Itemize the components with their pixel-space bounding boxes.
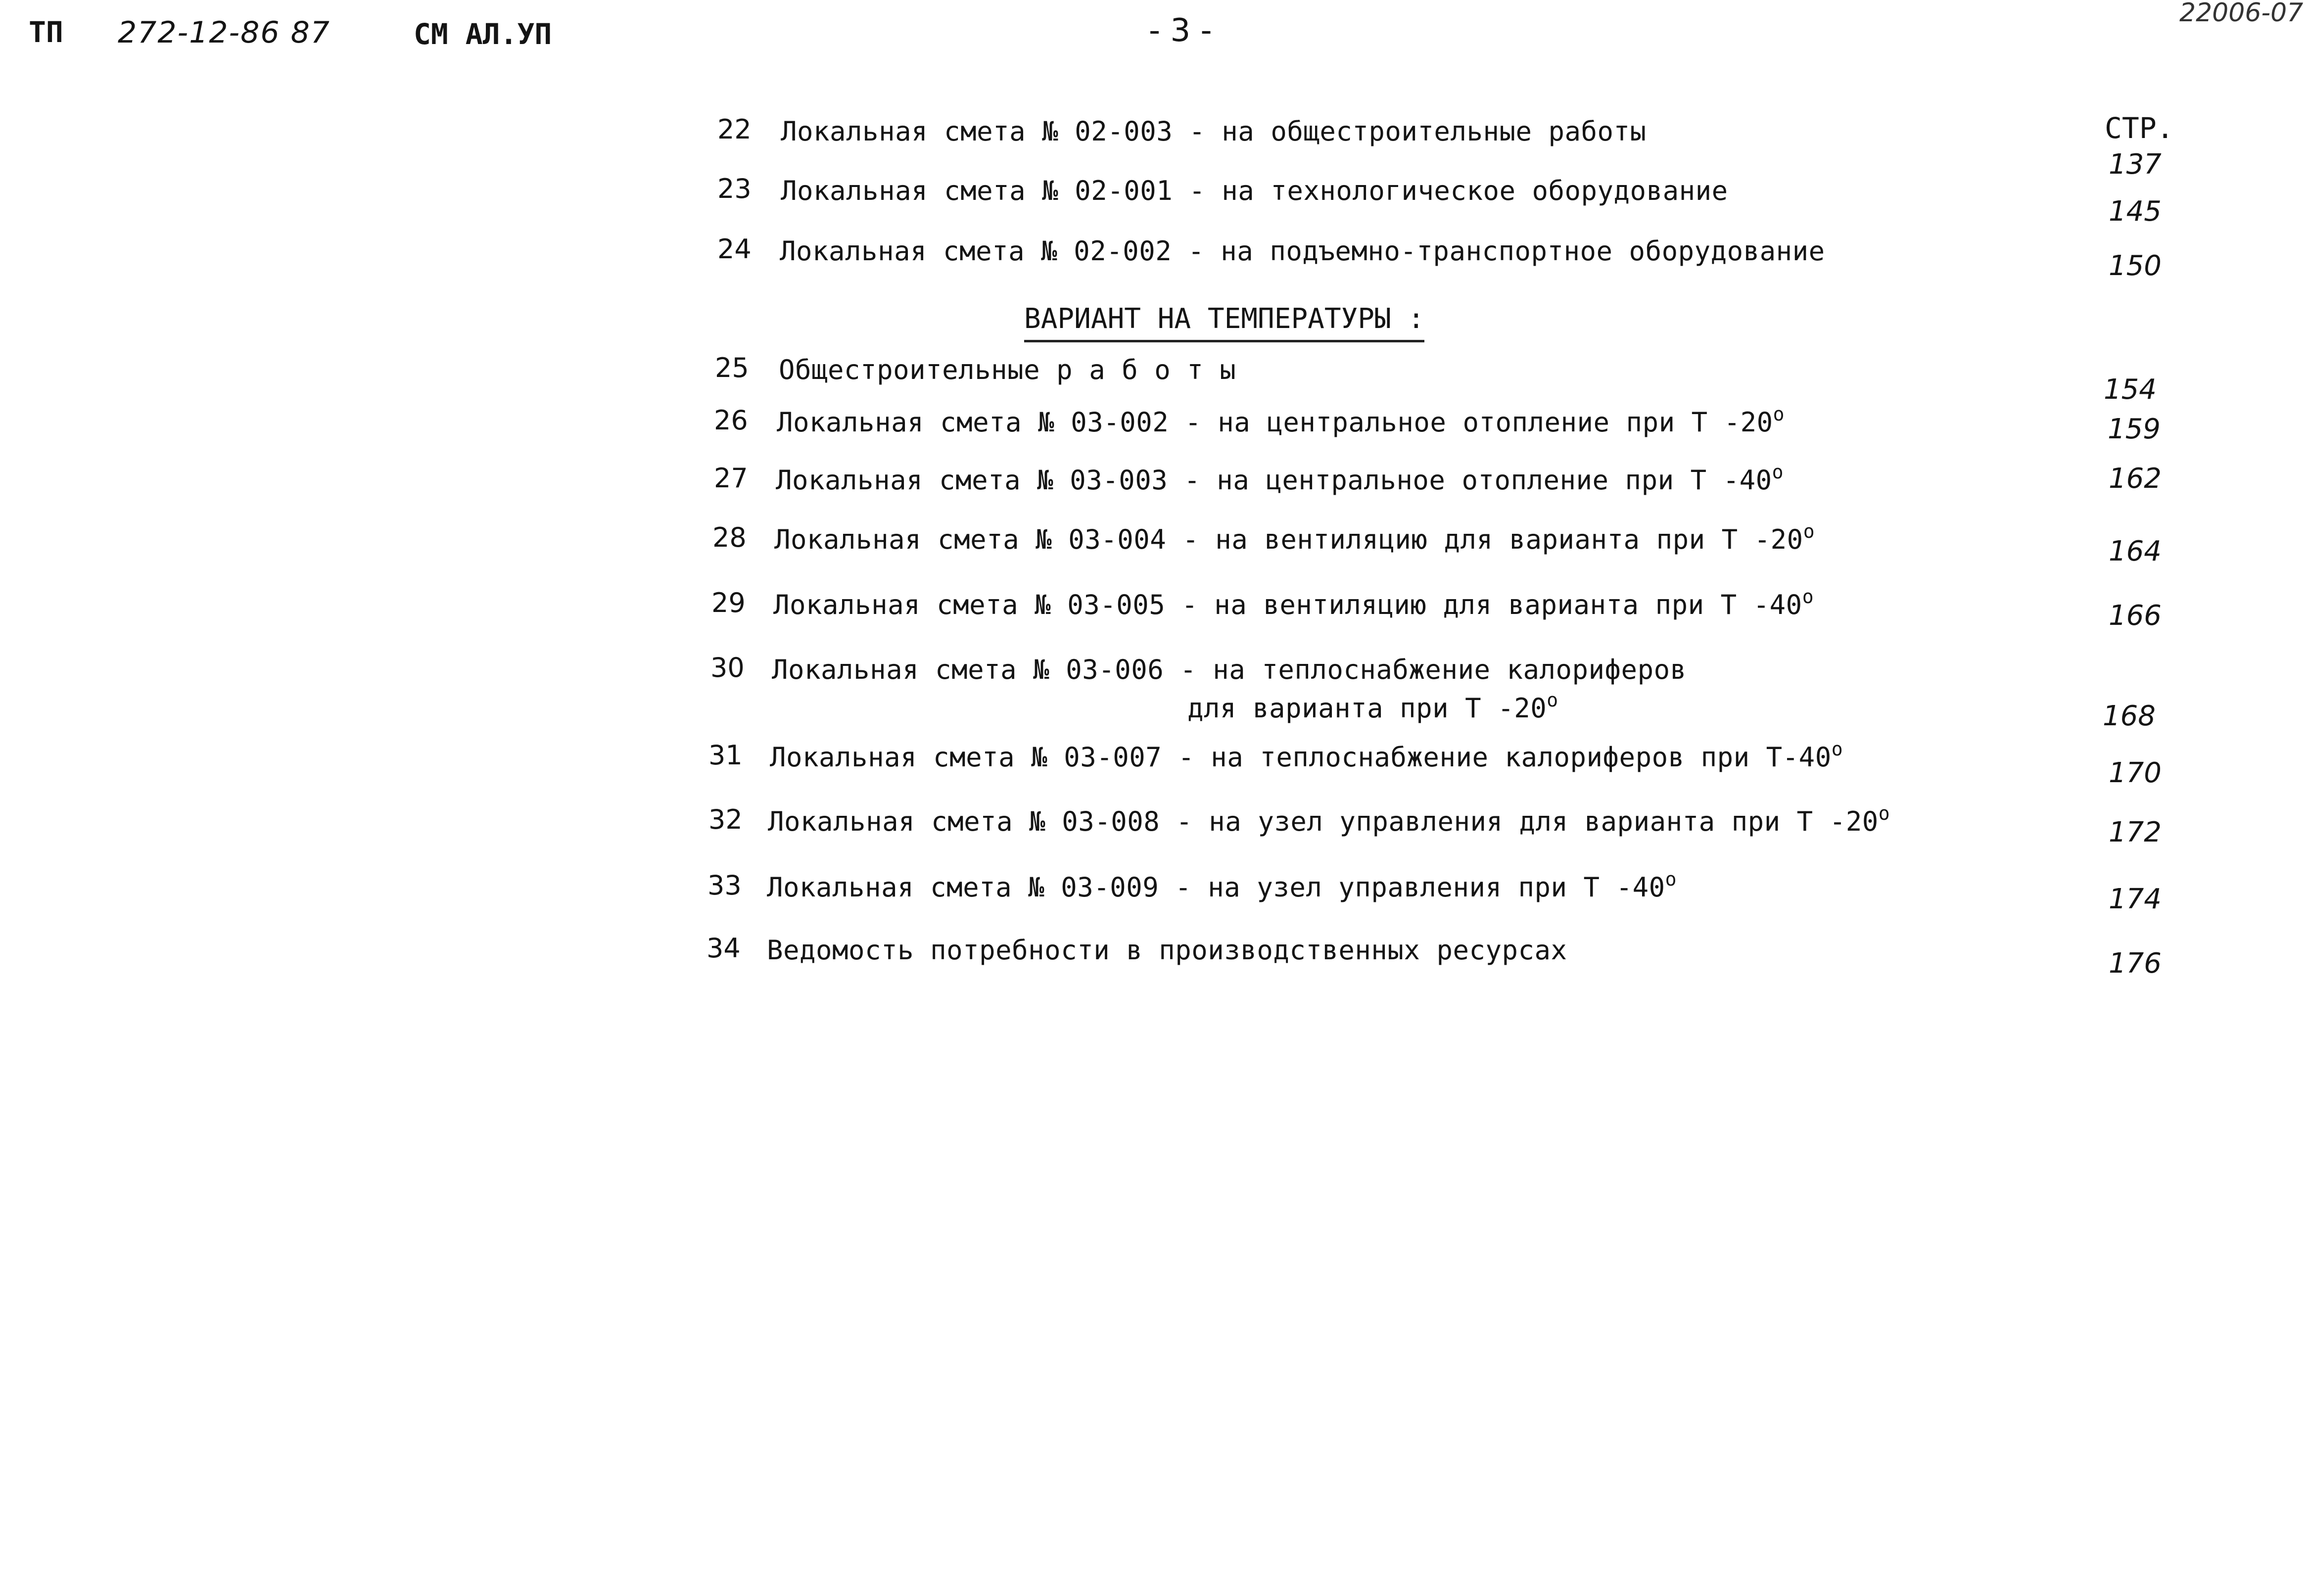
row-title-text: Локальная смета № 02-002 - на подъемно-транспортное оборудование (780, 235, 1825, 267)
row-title (776, 461, 1784, 496)
row-number: 33 (707, 870, 742, 901)
row-title-continuation (1187, 689, 1558, 724)
row-title-continuation-text: для варианта при Т -20 (1187, 693, 1547, 724)
row-number: 22 (717, 114, 752, 145)
degree-mark: о (1547, 689, 1558, 711)
row-number: 26 (714, 405, 748, 436)
row-title-text: Локальная смета № 03-002 - на центральное отопление при Т -20 (777, 407, 1773, 438)
row-title-text: Локальная смета № 03-003 - на центральное отопление при Т -40 (776, 465, 1772, 496)
row-title (772, 654, 1687, 685)
row-page-number: 154 (2104, 374, 2157, 406)
row-title-text: Локальная смета № 02-003 - на общестроительные работы (781, 116, 1647, 147)
page-column-header: СТР. (2105, 111, 2174, 145)
row-page-number: 174 (2109, 883, 2162, 915)
row-title (780, 235, 1825, 267)
degree-mark: о (1772, 461, 1784, 483)
row-number: 24 (717, 234, 752, 265)
degree-mark: о (1802, 586, 1814, 608)
row-page-number: 172 (2109, 816, 2162, 848)
row-page-number: 162 (2109, 463, 2162, 495)
degree-mark: о (1773, 403, 1785, 425)
row-title (768, 802, 1890, 837)
row-page-number: 145 (2109, 195, 2162, 228)
row-number: 28 (712, 522, 747, 553)
row-title-text: Локальная смета № 03-008 - на узел управления для варианта при Т -20 (768, 806, 1879, 837)
degree-mark: о (1803, 520, 1815, 542)
row-title-text: Локальная смета № 03-005 - на вентиляцию для варианта при Т -40 (773, 589, 1802, 620)
row-page-number: 137 (2109, 148, 2162, 181)
row-page-number: 170 (2109, 757, 2162, 789)
row-title-text: Локальная смета № 03-006 - на теплоснабжение калориферов (772, 654, 1687, 685)
row-title-text: Локальная смета № 02-001 - на технологическое оборудование (781, 175, 1728, 206)
row-title (779, 354, 1236, 385)
header-project-code: 272-12-86 87 (118, 15, 330, 50)
row-title-text: Локальная смета № 03-007 - на теплоснабжение калориферов при Т-40 (770, 742, 1832, 773)
row-title-text: Локальная смета № 03-004 - на вентиляцию для варианта при Т -20 (774, 524, 1803, 555)
row-number: 30 (710, 652, 745, 683)
row-number: 29 (711, 587, 746, 618)
row-page-number: 150 (2109, 250, 2162, 282)
row-number: 23 (717, 173, 752, 204)
inventory-number: 22006-07 (2179, 0, 2304, 28)
row-title (777, 403, 1785, 438)
section-title: ВАРИАНТ НА ТЕМПЕРАТУРЫ : (1024, 303, 1424, 342)
row-title (770, 738, 1843, 773)
row-title-text: Общестроительные р а б о т ы (779, 354, 1236, 385)
row-title (773, 586, 1814, 620)
row-page-number: 168 (2103, 700, 2156, 732)
row-title (781, 116, 1647, 147)
header-series: СМ АЛ.УП (414, 17, 552, 51)
row-number: 32 (708, 804, 743, 835)
row-page-number: 164 (2109, 535, 2162, 567)
header-tp: ТП (29, 15, 63, 49)
row-title (767, 868, 1677, 903)
page-number: - 3 - (1149, 12, 1212, 49)
row-number: 25 (715, 352, 749, 383)
row-title-text: Локальная смета № 03-009 - на узел управления при Т -40 (767, 872, 1665, 903)
row-number: 34 (707, 933, 741, 964)
degree-mark: о (1665, 868, 1677, 890)
row-page-number: 159 (2108, 413, 2161, 445)
row-page-number: 166 (2109, 600, 2162, 632)
row-number: 31 (708, 740, 743, 771)
row-page-number: 176 (2109, 947, 2162, 980)
row-title (774, 520, 1815, 555)
row-title (781, 175, 1728, 206)
row-title (767, 935, 1567, 966)
degree-mark: о (1878, 802, 1890, 824)
row-number: 27 (714, 463, 748, 494)
row-title-text: Ведомость потребности в производственных ресурсах (767, 935, 1567, 966)
degree-mark: о (1831, 738, 1843, 760)
